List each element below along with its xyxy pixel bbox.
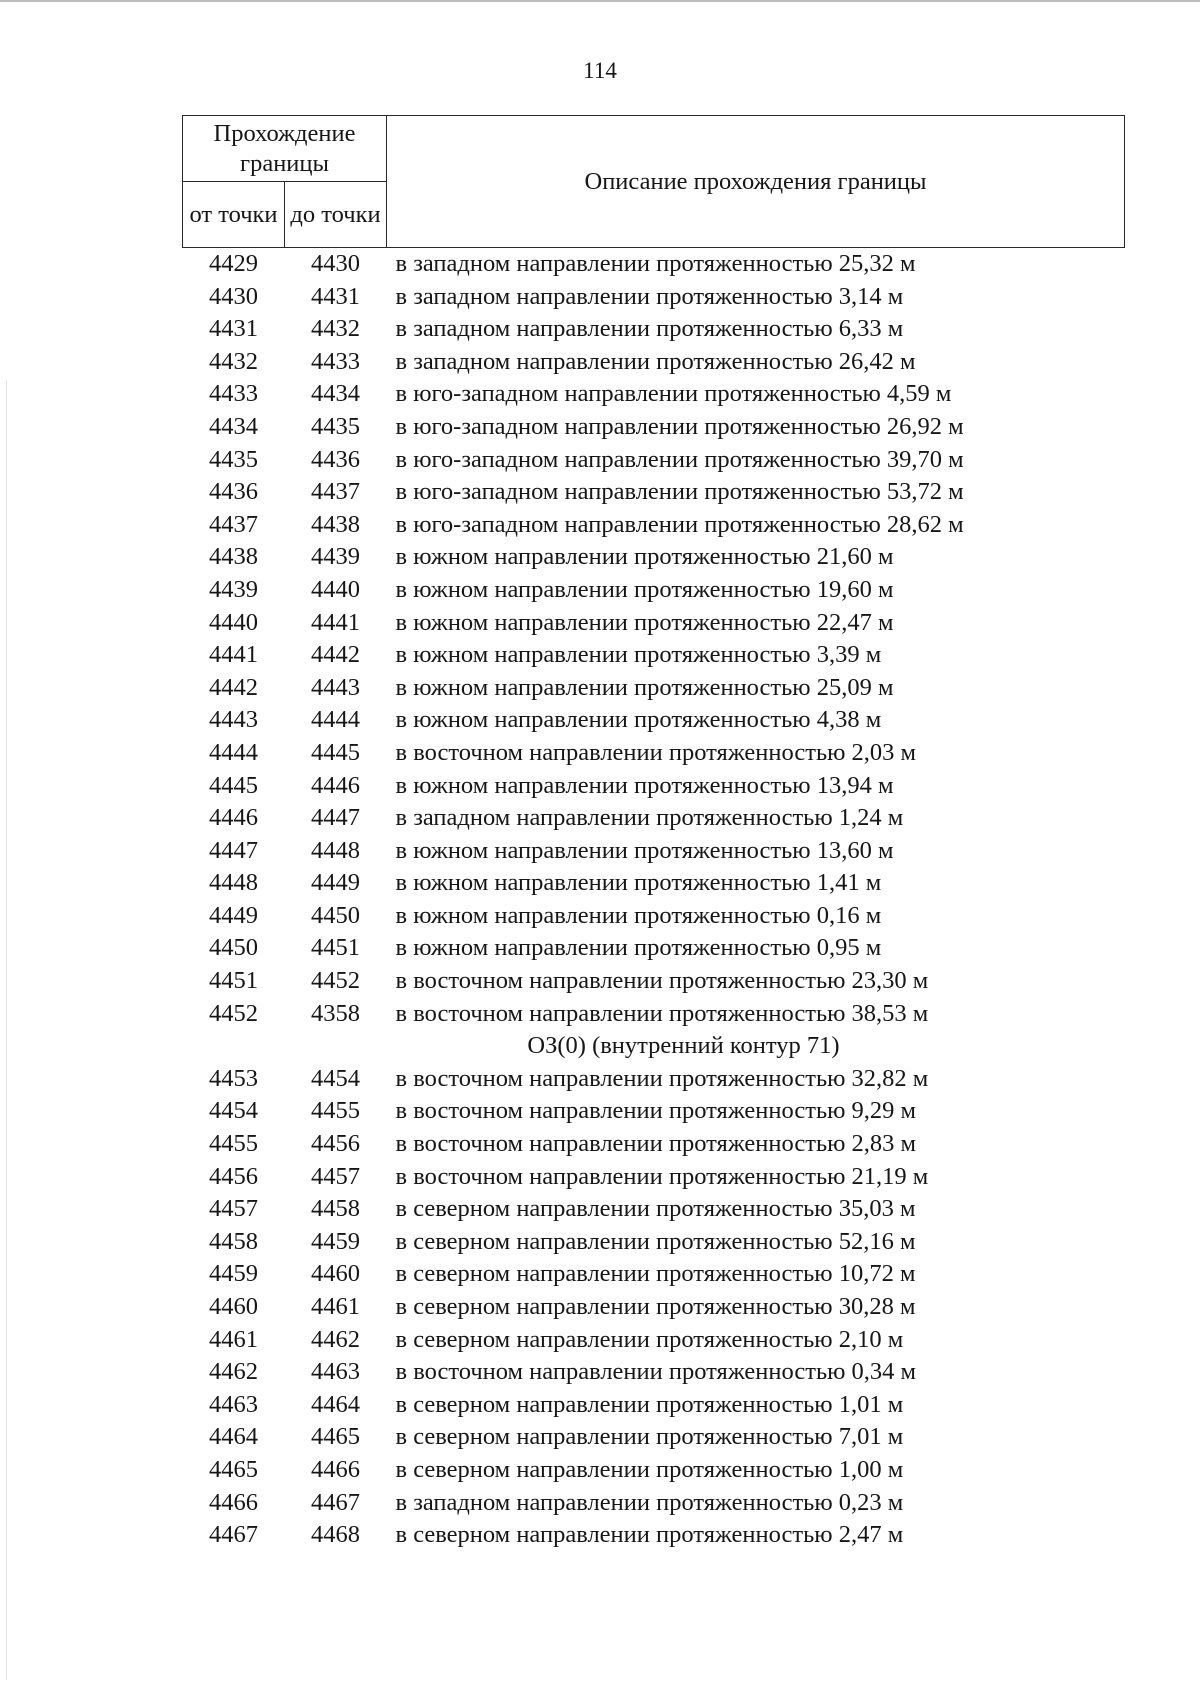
scan-edge: [6, 380, 7, 1680]
from-point-cell: 4455: [209, 1130, 258, 1158]
header-description: Описание прохождения границы: [387, 116, 1125, 248]
to-point-cell: 4439: [311, 543, 360, 571]
page-number: 114: [583, 58, 617, 83]
from-point-cell: 4432: [209, 347, 258, 375]
description-cell: в северном направлении протяженностью 10,72 м: [395, 1260, 916, 1288]
table-row: [183, 476, 1125, 509]
header-to-point: до точки: [285, 182, 387, 248]
scan-edge: [0, 0, 1200, 2]
to-point-cell: 4457: [311, 1162, 360, 1190]
from-point-cell: 4429: [209, 250, 258, 277]
to-point-cell: 4436: [311, 445, 360, 473]
header-from-point: от точки: [183, 182, 285, 248]
table-row: [183, 770, 1125, 803]
to-point-cell: 4455: [311, 1097, 360, 1125]
table-row: [183, 574, 1125, 607]
from-point-cell: 4447: [209, 836, 258, 864]
table-row: [183, 900, 1125, 933]
from-point-cell: 4462: [209, 1358, 258, 1386]
from-point-cell: 4464: [209, 1423, 258, 1451]
description-cell: в южном направлении протяженностью 4,38 м: [395, 706, 882, 734]
table-row: [183, 1454, 1125, 1487]
table-row: [183, 1487, 1125, 1520]
description-cell: в северном направлении протяженностью 2,10 м: [395, 1325, 904, 1353]
description-cell: в южном направлении протяженностью 1,41 м: [395, 869, 882, 897]
table-row: [183, 248, 1125, 281]
description-cell: в южном направлении протяженностью 0,16 м: [395, 901, 882, 929]
description-cell: в южном направлении протяженностью 21,60 м: [395, 543, 894, 571]
from-point-cell: 4439: [209, 575, 258, 603]
table-row: [183, 541, 1125, 574]
from-point-cell: 4453: [209, 1064, 258, 1092]
table-row: [183, 1389, 1125, 1422]
to-point-cell: 4451: [311, 934, 360, 962]
table-header: [183, 116, 1125, 248]
description-cell: в северном направлении протяженностью 1,00 м: [395, 1455, 904, 1483]
to-point-cell: 4463: [311, 1358, 360, 1386]
table-row: [183, 867, 1125, 900]
to-point-cell: 4449: [311, 869, 360, 897]
to-point-cell: 4443: [311, 673, 360, 701]
from-point-cell: 4442: [209, 673, 258, 701]
table-row: [183, 1226, 1125, 1259]
to-point-cell: 4462: [311, 1325, 360, 1353]
table-row: [183, 1258, 1125, 1291]
boundary-table: [182, 115, 1125, 1552]
description-cell: в юго-западном направлении протяженностью 28,62 м: [395, 510, 964, 538]
description-cell: в восточном направлении протяженностью 0,34 м: [395, 1358, 917, 1386]
table-body-part1: [183, 248, 1125, 1031]
description-cell: в северном направлении протяженностью 1,01 м: [395, 1390, 904, 1418]
to-point-cell: 4459: [311, 1227, 360, 1255]
table-row: [183, 802, 1125, 835]
description-cell: в западном направлении протяженностью 6,33 м: [395, 315, 904, 343]
table-row: [183, 1128, 1125, 1161]
to-point-cell: 4464: [311, 1390, 360, 1418]
from-point-cell: 4457: [209, 1195, 258, 1223]
from-point-cell: 4467: [209, 1521, 258, 1549]
table-row: [183, 737, 1125, 770]
description-cell: в северном направлении протяженностью 52,16 м: [395, 1227, 916, 1255]
to-point-cell: 4441: [311, 608, 360, 636]
description-cell: в южном направлении протяженностью 25,09 м: [395, 673, 894, 701]
table-row: [183, 998, 1125, 1031]
description-cell: в восточном направлении протяженностью 2,83 м: [395, 1130, 917, 1158]
table-row: [183, 639, 1125, 672]
from-point-cell: 4459: [209, 1260, 258, 1288]
table-row: [183, 509, 1125, 542]
to-point-cell: 4434: [311, 380, 360, 408]
table-body-part2: [183, 1063, 1125, 1552]
to-point-cell: 4437: [311, 478, 360, 506]
to-point-cell: 4448: [311, 836, 360, 864]
table-row: [183, 313, 1125, 346]
to-point-cell: 4438: [311, 510, 360, 538]
description-cell: в восточном направлении протяженностью 23,30 м: [395, 967, 929, 995]
table-row: [183, 1324, 1125, 1357]
description-cell: в юго-западном направлении протяженностью 26,92 м: [395, 412, 964, 440]
to-point-cell: 4452: [311, 967, 360, 995]
table-row: [183, 281, 1125, 314]
to-point-cell: 4431: [311, 282, 360, 310]
table-row: [183, 607, 1125, 640]
from-point-cell: 4451: [209, 967, 258, 995]
description-cell: в южном направлении протяженностью 22,47 м: [395, 608, 894, 636]
from-point-cell: 4440: [209, 608, 258, 636]
description-cell: в южном направлении протяженностью 19,60 м: [395, 575, 894, 603]
to-point-cell: 4466: [311, 1455, 360, 1483]
description-cell: в южном направлении протяженностью 13,60 м: [395, 836, 894, 864]
to-point-cell: 4461: [311, 1293, 360, 1320]
to-point-cell: 4456: [311, 1130, 360, 1158]
to-point-cell: 4358: [311, 999, 360, 1027]
table-row: [183, 1095, 1125, 1128]
to-point-cell: 4435: [311, 412, 360, 440]
from-point-cell: 4431: [209, 315, 258, 343]
to-point-cell: 4440: [311, 575, 360, 603]
section-divider: [183, 1030, 1125, 1063]
description-cell: в южном направлении протяженностью 0,95 м: [395, 934, 882, 962]
from-point-cell: 4449: [209, 901, 258, 929]
section-label: ОЗ(0) (внутренний контур 71): [527, 1032, 840, 1060]
from-point-cell: 4463: [209, 1390, 258, 1418]
to-point-cell: 4468: [311, 1521, 360, 1549]
from-point-cell: 4433: [209, 380, 258, 408]
description-cell: в восточном направлении протяженностью 2,03 м: [395, 738, 917, 766]
from-point-cell: 4443: [209, 706, 258, 734]
to-point-cell: 4444: [311, 706, 360, 734]
from-point-cell: 4466: [209, 1488, 258, 1516]
table-row: [183, 965, 1125, 998]
table-row: [183, 1193, 1125, 1226]
description-cell: в западном направлении протяженностью 25,32 м: [395, 250, 916, 277]
to-point-cell: 4467: [311, 1488, 360, 1516]
section-row: [183, 1030, 1125, 1063]
from-point-cell: 4450: [209, 934, 258, 962]
description-cell: в западном направлении протяженностью 0,23 м: [395, 1488, 904, 1516]
description-cell: в восточном направлении протяженностью 38,53 м: [395, 999, 929, 1027]
to-point-cell: 4454: [311, 1064, 360, 1092]
from-point-cell: 4452: [209, 999, 258, 1027]
description-cell: в западном направлении протяженностью 1,24 м: [395, 804, 904, 832]
from-point-cell: 4458: [209, 1227, 258, 1255]
description-cell: в юго-западном направлении протяженностью 4,59 м: [395, 380, 952, 408]
from-point-cell: 4446: [209, 804, 258, 832]
to-point-cell: 4450: [311, 901, 360, 929]
table-row: [183, 411, 1125, 444]
description-cell: в юго-западном направлении протяженностью 39,70 м: [395, 445, 964, 473]
table-row: [183, 444, 1125, 477]
from-point-cell: 4430: [209, 282, 258, 310]
from-point-cell: 4465: [209, 1455, 258, 1483]
header-passage: Прохождение границы: [183, 116, 387, 182]
description-cell: в южном направлении протяженностью 3,39 м: [395, 641, 882, 669]
to-point-cell: 4433: [311, 347, 360, 375]
from-point-cell: 4441: [209, 641, 258, 669]
to-point-cell: 4460: [311, 1260, 360, 1288]
table-row: [183, 704, 1125, 737]
from-point-cell: 4456: [209, 1162, 258, 1190]
description-cell: в западном направлении протяженностью 26,42 м: [395, 347, 916, 375]
to-point-cell: 4465: [311, 1423, 360, 1451]
description-cell: в восточном направлении протяженностью 9,29 м: [395, 1097, 917, 1125]
table-row: [183, 932, 1125, 965]
from-point-cell: 4448: [209, 869, 258, 897]
table-row: [183, 378, 1125, 411]
description-cell: в восточном направлении протяженностью 21,19 м: [395, 1162, 929, 1190]
from-point-cell: 4437: [209, 510, 258, 538]
to-point-cell: 4445: [311, 738, 360, 766]
to-point-cell: 4447: [311, 804, 360, 832]
table-row: [183, 1161, 1125, 1194]
from-point-cell: 4445: [209, 771, 258, 799]
description-cell: в восточном направлении протяженностью 32,82 м: [395, 1064, 929, 1092]
table-row: [183, 835, 1125, 868]
to-point-cell: 4432: [311, 315, 360, 343]
from-point-cell: 4435: [209, 445, 258, 473]
from-point-cell: 4460: [209, 1293, 258, 1320]
table-row: [183, 346, 1125, 379]
to-point-cell: 4458: [311, 1195, 360, 1223]
to-point-cell: 4430: [311, 250, 360, 277]
table-row: [183, 1421, 1125, 1454]
table-row: [183, 1063, 1125, 1096]
description-cell: в северном направлении протяженностью 35,03 м: [395, 1195, 916, 1223]
description-cell: в северном направлении протяженностью 30,28 м: [395, 1293, 916, 1320]
description-cell: в северном направлении протяженностью 2,47 м: [395, 1521, 904, 1549]
from-point-cell: 4454: [209, 1097, 258, 1125]
from-point-cell: 4438: [209, 543, 258, 571]
from-point-cell: 4444: [209, 738, 258, 766]
from-point-cell: 4436: [209, 478, 258, 506]
from-point-cell: 4434: [209, 412, 258, 440]
to-point-cell: 4442: [311, 641, 360, 669]
description-cell: в южном направлении протяженностью 13,94 м: [395, 771, 894, 799]
description-cell: в западном направлении протяженностью 3,14 м: [395, 282, 904, 310]
from-point-cell: 4461: [209, 1325, 258, 1353]
to-point-cell: 4446: [311, 771, 360, 799]
table-row: [183, 1519, 1125, 1552]
table-row: [183, 1291, 1125, 1324]
description-cell: в северном направлении протяженностью 7,01 м: [395, 1423, 904, 1451]
table-row: [183, 1356, 1125, 1389]
table-row: [183, 672, 1125, 705]
description-cell: в юго-западном направлении протяженностью 53,72 м: [395, 478, 964, 506]
